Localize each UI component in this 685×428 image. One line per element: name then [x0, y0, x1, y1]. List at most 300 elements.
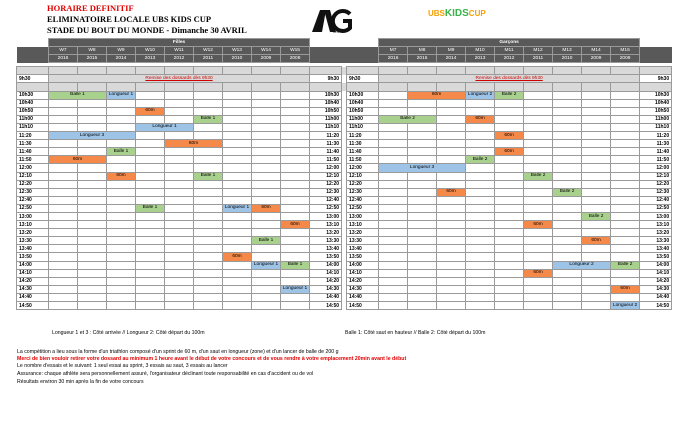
empty-cell — [524, 277, 553, 285]
empty-cell — [194, 123, 223, 131]
empty-cell — [466, 99, 495, 107]
empty-cell — [495, 277, 524, 285]
filles-cat: W7 — [49, 47, 78, 55]
schedule-row — [17, 245, 672, 253]
empty-cell — [611, 123, 640, 131]
empty-cell — [466, 302, 495, 310]
empty-cell — [408, 132, 437, 140]
empty-cell — [165, 229, 194, 237]
empty-cell — [223, 67, 252, 75]
event-balle: Balle 1 — [252, 237, 281, 245]
empty-cell — [553, 99, 582, 107]
garcons-cat: M14 — [582, 47, 611, 55]
empty-cell — [78, 261, 107, 269]
empty-cell — [78, 140, 107, 148]
event-longueur: Longueur 1 — [136, 123, 194, 131]
empty-cell — [194, 164, 223, 172]
empty-cell — [524, 164, 553, 172]
empty-cell — [524, 237, 553, 245]
empty-cell — [78, 212, 107, 220]
empty-cell — [408, 67, 437, 75]
event-balle: Balle 2 — [553, 188, 582, 196]
empty-cell — [49, 123, 78, 131]
empty-cell — [495, 269, 524, 277]
empty-cell — [553, 140, 582, 148]
time-label: 12:40 — [17, 196, 49, 204]
event-balle: Balle 2 — [495, 91, 524, 99]
time-label: 14:50 — [310, 302, 342, 310]
empty-cell — [223, 91, 252, 99]
garcons-cat: M9 — [437, 47, 466, 55]
time-label: 10h50 — [640, 107, 672, 115]
empty-cell — [379, 132, 408, 140]
empty-cell — [437, 196, 466, 204]
time-label: 13:00 — [310, 212, 342, 220]
empty-cell — [379, 196, 408, 204]
empty-cell — [524, 196, 553, 204]
time-label: 12:30 — [310, 188, 342, 196]
empty-cell — [252, 123, 281, 131]
empty-cell — [78, 123, 107, 131]
time-label: 13:20 — [310, 229, 342, 237]
time-label: 13:00 — [640, 212, 672, 220]
empty-cell — [78, 245, 107, 253]
empty-cell — [437, 140, 466, 148]
empty-cell — [165, 83, 194, 91]
schedule-row — [17, 140, 672, 148]
empty-cell — [466, 123, 495, 131]
empty-cell — [78, 83, 107, 91]
page-title: HORAIRE DEFINITIF — [47, 3, 134, 13]
time-label: 10h30 — [640, 91, 672, 99]
empty-cell — [524, 148, 553, 156]
empty-cell — [252, 253, 281, 261]
event-longueur: Longueur 3 — [49, 132, 136, 140]
time-label: 14:00 — [347, 261, 379, 269]
empty-cell — [223, 261, 252, 269]
event-longueur: Longueur 1 — [281, 285, 310, 293]
time-label: 12:00 — [310, 164, 342, 172]
schedule-row — [17, 277, 672, 285]
empty-cell — [252, 107, 281, 115]
garcons-year: 2015 — [408, 55, 437, 63]
empty-cell — [437, 285, 466, 293]
event-balle: Balle 1 — [49, 91, 107, 99]
time-label: 11:50 — [17, 156, 49, 164]
empty-cell — [611, 204, 640, 212]
empty-cell — [223, 229, 252, 237]
time-label: 12:20 — [640, 180, 672, 188]
empty-cell — [107, 107, 136, 115]
event-longueur: Longueur 1 — [107, 91, 136, 99]
empty-cell — [165, 91, 194, 99]
empty-cell — [78, 115, 107, 123]
empty-cell — [437, 180, 466, 188]
empty-cell — [379, 293, 408, 301]
time-label: 14:20 — [17, 277, 49, 285]
logo-ubs-text: UBS — [428, 9, 445, 18]
time-label: 14:10 — [310, 269, 342, 277]
time-label: 13:10 — [17, 221, 49, 229]
time-label: 14:20 — [640, 277, 672, 285]
empty-cell — [223, 180, 252, 188]
time-label: 12:10 — [347, 172, 379, 180]
empty-cell — [495, 293, 524, 301]
schedule-row — [17, 164, 672, 172]
empty-cell — [611, 293, 640, 301]
empty-cell — [379, 204, 408, 212]
empty-cell — [408, 83, 437, 91]
empty-cell — [379, 91, 408, 99]
empty-cell — [107, 261, 136, 269]
empty-cell — [408, 253, 437, 261]
empty-cell — [252, 83, 281, 91]
ubs-kids-cup-logo — [428, 8, 486, 19]
empty-cell — [78, 204, 107, 212]
empty-cell — [524, 261, 553, 269]
schedule-row — [17, 91, 672, 99]
empty-cell — [524, 285, 553, 293]
time-label: 14:10 — [17, 269, 49, 277]
time-label: 13:40 — [17, 245, 49, 253]
schedule-row — [17, 172, 672, 180]
time-label: 13:10 — [310, 221, 342, 229]
empty-cell — [582, 180, 611, 188]
empty-cell — [524, 180, 553, 188]
note-essais: Le nombre d'essais et le suivant: 1 seul essai au sprint, 3 essais au saut, 3 essais au lancer — [17, 363, 228, 369]
garcons-cat: M15 — [611, 47, 640, 55]
time-label: 14:50 — [17, 302, 49, 310]
empty-cell — [223, 293, 252, 301]
empty-cell — [379, 148, 408, 156]
empty-cell — [252, 269, 281, 277]
empty-cell — [611, 164, 640, 172]
schedule-row — [17, 302, 672, 310]
empty-cell — [136, 83, 165, 91]
empty-cell — [165, 148, 194, 156]
empty-cell — [611, 140, 640, 148]
time-label: 11:20 — [347, 132, 379, 140]
empty-cell — [136, 245, 165, 253]
garcons-cat: M10 — [466, 47, 495, 55]
empty-cell — [17, 67, 49, 75]
empty-cell — [223, 132, 252, 140]
empty-cell — [194, 180, 223, 188]
note-resultats: Résultats environ 30 min après la fin de votre concours — [17, 379, 144, 385]
empty-cell — [78, 196, 107, 204]
empty-cell — [252, 148, 281, 156]
filles-year: 2015 — [78, 55, 107, 63]
filles-cat: W11 — [165, 47, 194, 55]
empty-cell — [78, 237, 107, 245]
empty-cell — [165, 196, 194, 204]
time-label: 12:30 — [347, 188, 379, 196]
time-label: 10h40 — [347, 99, 379, 107]
empty-cell — [136, 302, 165, 310]
empty-cell — [194, 204, 223, 212]
empty-cell — [136, 229, 165, 237]
empty-cell — [281, 140, 310, 148]
empty-cell — [281, 156, 310, 164]
empty-cell — [49, 229, 78, 237]
empty-cell — [379, 188, 408, 196]
empty-cell — [194, 293, 223, 301]
empty-cell — [194, 245, 223, 253]
empty-cell — [49, 99, 78, 107]
empty-cell — [495, 245, 524, 253]
empty-cell — [136, 132, 165, 140]
empty-cell — [223, 107, 252, 115]
garcons-year: 2013 — [466, 55, 495, 63]
time-label: 12:50 — [17, 204, 49, 212]
empty-cell — [553, 172, 582, 180]
empty-cell — [78, 229, 107, 237]
empty-cell — [136, 91, 165, 99]
empty-cell — [49, 269, 78, 277]
empty-cell — [437, 302, 466, 310]
empty-cell — [408, 302, 437, 310]
garcons-cat: M11 — [495, 47, 524, 55]
time-label: 11h00 — [640, 115, 672, 123]
empty-cell — [194, 188, 223, 196]
time-label: 10h30 — [17, 91, 49, 99]
event-sprint: 60m — [524, 221, 553, 229]
empty-cell — [136, 164, 165, 172]
empty-cell — [223, 83, 252, 91]
time-label: 11h00 — [347, 115, 379, 123]
blank-cell — [347, 47, 379, 55]
empty-cell — [408, 123, 437, 131]
empty-cell — [281, 172, 310, 180]
empty-cell — [524, 293, 553, 301]
blank-cell — [640, 55, 672, 63]
empty-cell — [49, 180, 78, 188]
empty-cell — [78, 148, 107, 156]
time-label: 12:00 — [347, 164, 379, 172]
empty-cell — [281, 212, 310, 220]
empty-cell — [437, 245, 466, 253]
empty-cell — [495, 302, 524, 310]
time-label: 14:50 — [640, 302, 672, 310]
schedule-row — [17, 107, 672, 115]
time-label: 14:40 — [347, 293, 379, 301]
empty-cell — [611, 269, 640, 277]
empty-cell — [107, 188, 136, 196]
empty-cell — [49, 148, 78, 156]
empty-cell — [165, 212, 194, 220]
empty-cell — [107, 204, 136, 212]
empty-cell — [49, 253, 78, 261]
empty-cell — [437, 212, 466, 220]
empty-cell — [466, 140, 495, 148]
filles-year: 2009 — [252, 55, 281, 63]
empty-cell — [49, 204, 78, 212]
empty-cell — [49, 196, 78, 204]
remise-text: Remise des dossards dès 9h30 — [49, 75, 310, 83]
empty-cell — [78, 253, 107, 261]
time-label: 9h30 — [17, 75, 49, 83]
time-label: 14:50 — [347, 302, 379, 310]
time-label: 12:20 — [347, 180, 379, 188]
empty-cell — [223, 115, 252, 123]
event-sprint: 60m — [524, 269, 553, 277]
empty-cell — [194, 156, 223, 164]
empty-cell — [553, 204, 582, 212]
empty-cell — [466, 180, 495, 188]
empty-cell — [78, 277, 107, 285]
empty-cell — [524, 212, 553, 220]
empty-cell — [495, 196, 524, 204]
event-longueur: Longueur 1 — [252, 261, 281, 269]
empty-cell — [49, 221, 78, 229]
empty-cell — [611, 67, 640, 75]
empty-cell — [165, 237, 194, 245]
empty-cell — [165, 188, 194, 196]
empty-cell — [136, 212, 165, 220]
empty-cell — [611, 253, 640, 261]
garcons-year: 2016 — [379, 55, 408, 63]
empty-cell — [611, 91, 640, 99]
empty-cell — [281, 83, 310, 91]
empty-cell — [582, 293, 611, 301]
empty-cell — [107, 156, 136, 164]
garcons-year: 2009 — [582, 55, 611, 63]
empty-cell — [437, 237, 466, 245]
empty-cell — [49, 245, 78, 253]
empty-cell — [252, 277, 281, 285]
empty-cell — [466, 148, 495, 156]
empty-cell — [524, 91, 553, 99]
empty-cell — [194, 212, 223, 220]
filles-year: 2016 — [49, 55, 78, 63]
empty-cell — [165, 269, 194, 277]
empty-cell — [582, 156, 611, 164]
empty-cell — [194, 196, 223, 204]
empty-cell — [582, 99, 611, 107]
time-label: 11:30 — [17, 140, 49, 148]
empty-cell — [223, 269, 252, 277]
empty-cell — [281, 123, 310, 131]
time-label: 10h40 — [17, 99, 49, 107]
empty-cell — [379, 140, 408, 148]
schedule-row — [17, 188, 672, 196]
time-label: 13:50 — [17, 253, 49, 261]
empty-cell — [495, 83, 524, 91]
empty-cell — [553, 229, 582, 237]
empty-cell — [553, 91, 582, 99]
filles-year: 2013 — [136, 55, 165, 63]
empty-cell — [17, 83, 49, 91]
empty-cell — [582, 107, 611, 115]
empty-cell — [194, 237, 223, 245]
empty-cell — [466, 277, 495, 285]
empty-cell — [495, 253, 524, 261]
empty-cell — [165, 164, 194, 172]
filles-year: 2012 — [165, 55, 194, 63]
filles-cat: W14 — [252, 47, 281, 55]
time-label: 14:30 — [640, 285, 672, 293]
empty-cell — [136, 148, 165, 156]
time-label: 11h00 — [17, 115, 49, 123]
empty-cell — [281, 164, 310, 172]
empty-cell — [223, 148, 252, 156]
empty-cell — [408, 221, 437, 229]
empty-cell — [281, 148, 310, 156]
empty-cell — [194, 83, 223, 91]
event-sprint: 60m — [408, 91, 466, 99]
empty-cell — [223, 172, 252, 180]
time-label: 10h50 — [310, 107, 342, 115]
empty-cell — [437, 221, 466, 229]
empty-cell — [408, 148, 437, 156]
empty-cell — [466, 221, 495, 229]
time-label: 12:20 — [17, 180, 49, 188]
empty-cell — [165, 180, 194, 188]
empty-cell — [553, 148, 582, 156]
empty-cell — [611, 277, 640, 285]
time-label: 14:00 — [640, 261, 672, 269]
empty-cell — [78, 188, 107, 196]
event-sprint: 60m — [495, 148, 524, 156]
empty-cell — [524, 229, 553, 237]
empty-cell — [408, 156, 437, 164]
time-label: 10h50 — [347, 107, 379, 115]
empty-cell — [223, 212, 252, 220]
empty-cell — [136, 196, 165, 204]
empty-cell — [611, 132, 640, 140]
event-sprint: 60m — [107, 172, 136, 180]
empty-cell — [379, 261, 408, 269]
time-label: 11:50 — [347, 156, 379, 164]
time-label: 14:00 — [310, 261, 342, 269]
empty-cell — [194, 67, 223, 75]
time-label: 11:40 — [347, 148, 379, 156]
empty-cell — [553, 245, 582, 253]
time-label: 11:50 — [310, 156, 342, 164]
empty-cell — [582, 277, 611, 285]
empty-cell — [379, 277, 408, 285]
empty-cell — [466, 212, 495, 220]
event-balle: Balle 1 — [107, 148, 136, 156]
empty-cell — [495, 237, 524, 245]
empty-cell — [553, 132, 582, 140]
empty-cell — [437, 253, 466, 261]
empty-cell — [252, 196, 281, 204]
empty-cell — [495, 123, 524, 131]
empty-cell — [582, 196, 611, 204]
schedule-row — [17, 229, 672, 237]
time-label: 12:30 — [17, 188, 49, 196]
empty-cell — [281, 204, 310, 212]
filles-cat: W15 — [281, 47, 310, 55]
garcons-year: 2010 — [553, 55, 582, 63]
schedule-row — [17, 253, 672, 261]
empty-cell — [379, 269, 408, 277]
event-balle: Balle 2 — [582, 212, 611, 220]
empty-cell — [165, 253, 194, 261]
empty-cell — [165, 285, 194, 293]
blank-cell — [310, 47, 342, 55]
empty-cell — [553, 164, 582, 172]
empty-cell — [281, 107, 310, 115]
filles-title: Filles — [49, 39, 310, 47]
garcons-cat: M13 — [553, 47, 582, 55]
empty-cell — [194, 229, 223, 237]
time-label: 13:50 — [347, 253, 379, 261]
empty-cell — [524, 115, 553, 123]
empty-cell — [223, 123, 252, 131]
time-label: 9h30 — [640, 75, 672, 83]
